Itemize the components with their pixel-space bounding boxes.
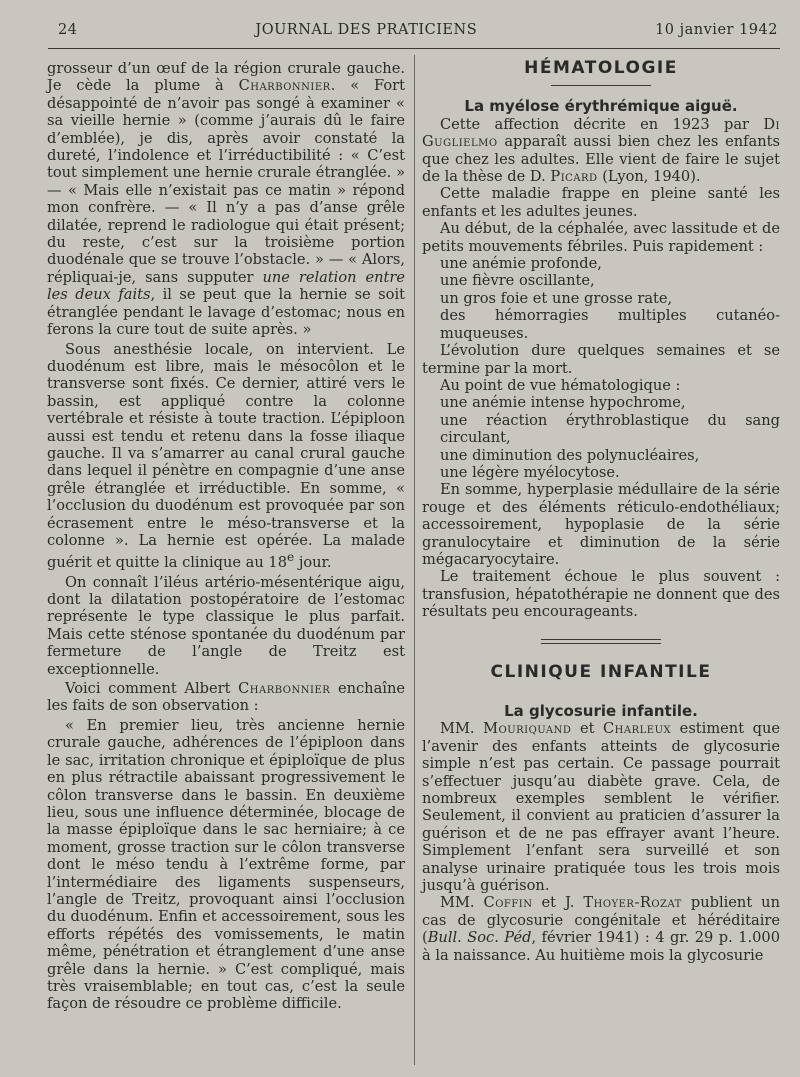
right-column — [422, 60, 780, 964]
page-header — [58, 22, 778, 44]
section-separator — [541, 639, 661, 644]
paragraph: Cette maladie frappe en pleine santé les enfants et les adultes jeunes. — [422, 185, 780, 220]
left-column — [47, 60, 405, 1013]
author-name: Di Guglielmo — [422, 115, 780, 151]
paragraph: « En premier lieu, très ancienne hernie crurale gauche, adhérences de l’épiploon dans le sac, irritation chronique et épiploïque de plus en plus rétractile abaissant progressivement le côlon transverse dans le bassin. En deuxième lieu, sous une influence déterminée, blocage de la masse épiploïque dans le sac herniaire; à ce moment, grosse traction sur le côlon transverse dont le méso tendu à l’extrême forme, par l’intermédiaire des ligaments suspenseurs, l’angle de Treitz, provoquant ainsi l’occlusion du duodénum. Enfin et accessoirement, sous les efforts répétés des vomissements, le matin même, pénétration et étranglement d’une anse grêle dans la hernie. » C’est compliqué, mais très vraisemblable; en tout cas, c’est la seule façon de résoudre ce problème difficile. — [47, 716, 405, 1013]
paragraph: MM. Mouriquand et Charleux estiment que l’avenir des enfants atteints de glycosurie simple n’est pas certain. Ce passage pourrait s’effectuer jusqu’au diabète grave. Cela, de nombreux exemples semblent le vérifier. Seulement, il convient au praticien d’assurer la guérison et de ne pas effrayer avant l’heure. Simplement l’enfant sera surveillé et son analyse urinaire pratiquée tous les trois mois jusqu’à guérison. — [422, 720, 780, 895]
paragraph: Sous anesthésie locale, on intervient. Le duodénum est libre, mais le mésocôlon et le transverse sont fixés. Ce dernier, attiré vers le bassin, est appliqué contre la colonne vertébrale et résiste à toute traction. L’épiploon aussi est tendu et retenu dans la fosse iliaque gauche. Il va s’amarrer au canal crural gauche dans lequel il pénètre en compagnie d’une anse grêle étranglée et irréductible. En somme, « l’occlusion du duodénum est provoquée par son écrasement entre le méso-transverse et la colonne ». La hernie est opérée. La malade guérit et quitte la clinique au 18e jour. — [47, 340, 405, 572]
author-name: Charbonnier — [238, 680, 331, 698]
article-title: La glycosurie infantile. — [504, 702, 698, 720]
paragraph: Le traitement échoue le plus souvent : transfusion, hépatothérapie ne donnent que des résultats peu encourageants. — [422, 568, 780, 621]
paragraph: Voici comment Albert Charbonnier enchaîne les faits de son observation : — [47, 680, 405, 715]
author-name: Picard — [550, 168, 598, 186]
header-rule — [48, 48, 780, 49]
list-item: une fièvre oscillante, — [440, 272, 595, 290]
list-item: un gros foie et une grosse rate, — [440, 289, 673, 307]
paragraph: grosseur d’un œuf de la région crurale gauche. Je cède la plume à Charbonnier. « Fort désappointé de n’avoir pas songé à examiner « sa vieille hernie » (comme j’aurais dû le faire d’emblée), je dis, après avoir constaté la dureté, l’indolence et l’irréductibilité : « C’est tout simplement une hernie crurale étranglée. » — « Mais elle n’existait pas ce matin » répond mon confrère. — « Il n’y a pas d’anse grêle dilatée, reprend le radiologue qui était présent; du reste, c’est sur la troisième portion duodénale que se trouve l’obstacle. » — « Alors, répliquai-je, sans supputer une relation entre les deux faits, il se peut que la hernie se soit étranglée pendant le lavage d’estomac; nous en ferons la cure tout de suite après. » — [47, 60, 405, 339]
journal-title: JOURNAL DES PRATICIENS — [255, 22, 478, 38]
paragraph: L’évolution dure quelques semaines et se termine par la mort. — [422, 342, 780, 377]
list-item: une légère myélocytose. — [440, 463, 620, 481]
paragraph: En somme, hyperplasie médullaire de la série rouge et des éléments réticulo-endothéliaux; accessoirement, hypoplasie de la série granulocytaire et diminution de la série mégacaryocytaire. — [422, 481, 780, 568]
list-item: des hémorragies multiples cutanéo-muqueuses. — [440, 307, 780, 342]
issue-date: 10 janvier 1942 — [655, 22, 778, 38]
list-item: une anémie profonde, — [440, 255, 602, 273]
author-name: Charbonnier — [238, 77, 331, 95]
column-divider — [414, 55, 415, 1065]
paragraph: Au début, de la céphalée, avec lassitude et de petits mouvements fébriles. Puis rapidement : — [422, 220, 780, 255]
section-title-clinique-infantile: CLINIQUE INFANTILE — [490, 661, 712, 682]
section-rule — [551, 85, 651, 86]
article-title: La myélose érythrémique aiguë. — [464, 97, 738, 116]
paragraph: Au point de vue hématologique : — [440, 376, 681, 394]
paragraph: Cette affection décrite en 1923 par Di Guglielmo apparaît aussi bien chez les enfants que chez les adultes. Elle vient de faire le sujet de la thèse de D. Picard (Lyon, 1940). — [422, 115, 780, 186]
paragraph: MM. Coffin et J. Thoyer-Rozat publient un cas de glycosurie congénitale et héréditaire (Bull. Soc. Péd, février 1941) : 4 gr. 29 p. 1.000 à la naissance. Au huitième mois la glycosurie — [422, 894, 780, 964]
section-title-hematologie: HÉMATOLOGIE — [524, 58, 678, 78]
list-item: une anémie intense hypochrome, — [440, 394, 686, 412]
paragraph: On connaît l’iléus artério-mésentérique aigu, dont la dilatation postopératoire de l’estomac représente le type classique le plus parfait. Mais cette sténose spontanée du duodénum par fermeture de l’angle de Treitz est exceptionnelle. — [47, 573, 405, 678]
list-item: une réaction érythroblastique du sang circulant, — [440, 411, 780, 447]
page-number: 24 — [58, 22, 78, 38]
author-name: Thoyer-Rozat — [583, 894, 682, 912]
author-name: Mouriquand — [483, 720, 572, 738]
author-name: Coffin — [483, 894, 533, 912]
list-item: une diminution des polynucléaires, — [440, 446, 700, 464]
author-name: Charleux — [603, 720, 672, 738]
